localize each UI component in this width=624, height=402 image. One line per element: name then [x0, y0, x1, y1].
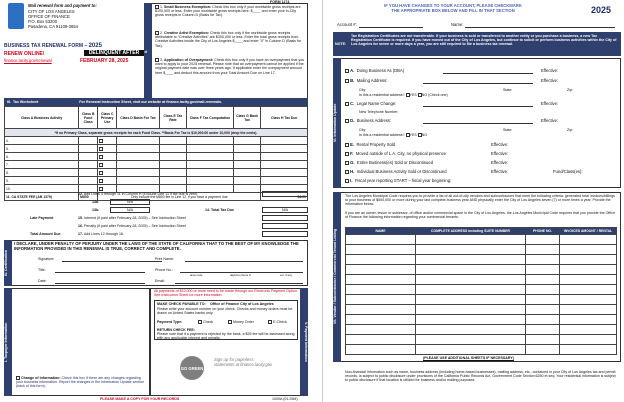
exemptions-band: II. — [144, 3, 152, 100]
primary-use-checkbox[interactable] — [99, 163, 103, 167]
line-15-amount[interactable] — [262, 215, 308, 221]
update-a-effective: Effective: — [541, 68, 559, 73]
primary-use-checkbox[interactable] — [99, 179, 103, 183]
update-e-checkbox[interactable] — [345, 143, 349, 147]
update-d-effective: Effective: — [541, 118, 559, 123]
mail-title: Mail renewal form and payment to: — [28, 3, 97, 8]
d-city-label: City: — [359, 128, 367, 132]
worksheet-header: III. Tax Worksheet For Renewal Instruction Sheet, visit our website at finance.lacity.gov/mail-renewals. — [4, 98, 308, 106]
right-page — [322, 0, 624, 402]
col-tax-rate: Class E Tax Rate — [159, 107, 187, 129]
update-h-fund-class: Fund/Class(es): — [553, 169, 583, 174]
update-b-checkbox[interactable] — [345, 79, 349, 83]
tax-worksheet-table — [4, 106, 308, 201]
update-f-checkbox[interactable] — [345, 152, 349, 156]
total-amount-label: Total Amount Due — [30, 232, 61, 236]
print-name-label: Print Name: — [155, 257, 174, 261]
line-13a-value: N/A — [110, 199, 150, 205]
exemption-1: 1. Small Business Exemption: Check this box only if your worldwide gross receipts are $100,000 or less. Enter your worldwide gross receipts here: $____ and enter your in-City gross receipts in Column D (Basis for Tax). — [155, 5, 301, 18]
legal-name-field[interactable] — [423, 106, 533, 107]
daytime-caption: daytime phone # — [230, 273, 251, 277]
line-13a: 13a. — [92, 200, 99, 204]
phone-label: Phone No.: — [155, 268, 173, 272]
line-17: 17. Add Lines 12 through 16. — [78, 232, 124, 236]
table-row[interactable] — [346, 245, 617, 255]
paperless-signup[interactable]: Sign up for paperless statements at finance.lacity.gov — [214, 357, 273, 367]
col-bank-tax: Class G Bank Tax — [233, 107, 261, 129]
account-label: Account #: — [337, 22, 357, 27]
b-residential: Is this a residential address? YES NO (Check one) — [359, 93, 448, 97]
primary-use-checkbox[interactable] — [99, 155, 103, 159]
update-h-effective: Effective: — [491, 169, 509, 174]
table-row[interactable] — [346, 255, 617, 265]
signature-field[interactable] — [62, 261, 162, 262]
update-item-f: F. Moved outside of L.A. City, no physical presence — [345, 151, 446, 156]
name-field[interactable] — [465, 27, 615, 28]
line-14: 14. Total Tax Due — [205, 208, 235, 212]
ext-caption: ext. if any — [280, 273, 292, 277]
city-seal-logo — [8, 3, 24, 29]
update-item-a: A. Doing Business As (DBA) — [345, 68, 404, 73]
mailing-address-field[interactable] — [423, 83, 533, 84]
line-13b: 13b. — [92, 208, 100, 212]
go-green-badge: GO GREEN — [180, 356, 204, 380]
update-g-effective: Effective: — [491, 160, 509, 165]
update-e-effective: Effective: — [491, 142, 509, 147]
vendor-col-name: NAME — [346, 228, 416, 235]
address-line-1: CITY OF LOS ANGELES — [28, 9, 75, 14]
line-14-value: N/A — [262, 207, 308, 213]
update-item-g: G. Entire Business(es) Sold or Discontinued — [345, 160, 433, 165]
payable-to: Office of Finance City of Los Angeles — [210, 302, 274, 306]
account-field[interactable] — [359, 27, 423, 28]
line-13b-value: N/A — [110, 207, 150, 213]
table-row[interactable]: 7. — [5, 161, 308, 169]
col-tax-computation: Class F Tax Computation — [187, 107, 234, 129]
address-line-2: OFFICE OF FINANCE — [28, 14, 70, 19]
payment-band: V. Payment Information — [300, 288, 308, 396]
exemption-3: 3. Application of Overpayment: Check this box only if you have an overpayment that you want to apply to your 2025 renewal. Please note that an overpayment cannot be applied if the original payment date was over three years ago. If applicable enter the overpayment amount here $____ and deduct this amount from your Total Amount Due on Line 17. — [155, 58, 305, 75]
d-state-label: State: — [503, 128, 513, 132]
email-field[interactable] — [175, 283, 303, 284]
table-row[interactable] — [346, 275, 617, 285]
copy-notice: PLEASE MAKE A COPY FOR YOUR RECORDS — [100, 397, 180, 401]
renew-online: RENEW ONLINE! — [4, 51, 45, 57]
table-row[interactable]: 10. — [5, 185, 308, 193]
col-primary-use: Class C Primary Use — [98, 107, 117, 129]
vendor-intro-2: If you are an owner, lessor or sublessor, of office and/or commercial space in the City of Los Angeles, the Los Angeles Municipal Code requires that you provide the Office of Finance the following information regarding your commercial tenants. — [345, 211, 615, 220]
col-fund-class: Class B Fund Class — [79, 107, 98, 129]
table-row[interactable] — [346, 335, 617, 345]
title-label: Title: — [38, 268, 46, 272]
info-update-band: VI. Information Update — [333, 58, 341, 188]
table-row[interactable] — [346, 305, 617, 315]
table-row[interactable] — [346, 235, 617, 245]
update-item-i: I. Fiscal year reporting START – fiscal year beginning: — [345, 178, 451, 183]
print-name-field[interactable] — [185, 261, 303, 262]
table-row[interactable] — [346, 345, 617, 355]
echeck-checkbox[interactable] — [268, 320, 272, 324]
form-code: 1000A (01.25M) — [272, 397, 298, 401]
form-number: FORM 1174 — [270, 0, 290, 4]
payment-type-label: Payment Type: — [157, 320, 183, 324]
update-a-checkbox[interactable] — [345, 69, 349, 73]
table-row[interactable] — [346, 315, 617, 325]
line-12: 12. Add Lines 4 through 11 in Column H (Exclude Line 11 if tax due is zero) — [78, 192, 198, 196]
additional-sheets-note: (PLEASE USE ADDITIONAL SHEETS IF NECESSARY) — [423, 356, 514, 360]
change-of-info: Change of Information: Check this box if there are any changes regarding your business information. Report the changes in the Information Update section (back of this form). — [16, 376, 145, 389]
line-12-amount[interactable] — [262, 191, 308, 197]
state-fee-label: 11. CA STATE FEE (AB 1379) — [5, 193, 79, 201]
update-item-h: H. Individual Business Activity Sold or Discontinued — [345, 169, 447, 174]
vendor-table — [345, 227, 617, 355]
form-year: 2025 — [88, 43, 102, 49]
primary-use-checkbox[interactable] — [99, 147, 103, 151]
table-row[interactable]: 8. — [5, 169, 308, 177]
line-16-amount[interactable] — [262, 223, 308, 229]
table-row[interactable]: 5. — [5, 145, 308, 153]
b-state-label: State: — [503, 88, 513, 92]
update-item-b: B. Mailing Address: — [345, 78, 387, 83]
update-i-checkbox[interactable] — [345, 179, 349, 183]
table-row[interactable]: 6. — [5, 153, 308, 161]
col-basis-for-tax: Class D Basis For Tax — [117, 107, 159, 129]
returned-check-label: RETURN CHECK FEE: — [157, 328, 195, 332]
primary-use-checkbox[interactable] — [99, 187, 103, 191]
check-type-checkbox[interactable] — [198, 320, 202, 324]
phone-change-label: New Telephone Number: — [359, 110, 399, 114]
table-row[interactable] — [346, 295, 617, 305]
col-tax-due: Class H Tax Due — [261, 107, 308, 129]
line-17-amount[interactable] — [262, 231, 308, 237]
vendor-col-amount: INVOICED AMOUNT / RENTAL — [560, 228, 617, 235]
address-line-3: P.O. Box 53200 — [28, 19, 58, 24]
vendor-col-address: COMPLETE ADDRESS including SUITE NUMBER — [416, 228, 526, 235]
vendor-band: VII. Vendor / Subcontractor / Commercial Tenant Listing — [333, 192, 341, 362]
update-g-checkbox[interactable] — [345, 161, 349, 165]
area-code-caption: area code — [190, 273, 203, 277]
name-label: Name: — [451, 22, 464, 27]
primary-use-checkbox[interactable] — [99, 171, 103, 175]
payment-type-echeck: E-Check — [268, 320, 287, 324]
b-city-label: City: — [359, 88, 367, 92]
money-order-checkbox[interactable] — [228, 320, 232, 324]
update-c-checkbox[interactable] — [345, 102, 349, 106]
date-field[interactable] — [55, 283, 145, 284]
update-item-e: E. Rental Property Sold — [345, 142, 395, 147]
state-fee-note: Only include the M800 fee in Line 12, if you have a payment due — [98, 193, 261, 201]
b-zip-label: Zip: — [567, 88, 573, 92]
update-d-checkbox[interactable] — [345, 119, 349, 123]
title-field[interactable] — [55, 272, 145, 273]
d-residential: Is this a residential address? YES NO — [359, 133, 428, 137]
worksheet-subnote: *If no Primary Class, separate gross receipts for each Fund Class. **Basis For Tax is $10,000.00 under 10,000 (drop the cents). — [5, 129, 308, 137]
taxpayer-band: I. Taxpayer Information — [4, 288, 12, 396]
vendor-intro: The Los Angeles Municipal Code requires you to provide a list of all out-of-city vendors and subcontractors that meet the following criteria: generated total invoices/billings to your business of $500,000 or more during your last complete business year AND physically enter the City of Los Angeles seven (7) or more times a year. Provide the information below. — [345, 194, 615, 207]
line-16: 16. Penalty (if paid after February 28, 2025) – See Instruction Sheet — [78, 224, 186, 228]
business-address-field[interactable] — [423, 123, 533, 124]
payment-type-check: Check — [198, 320, 213, 324]
form-title-text: BUSINESS TAX RENEWAL FORM – — [4, 43, 88, 49]
public-records-note: Non-financial information such as name, business address (including home-based businesses), mailing address, etc., contained in your City of Los Angeles tax and permit records, is subject to public disclosure under provisions of the California Public Records Act, Government Code Section 6250 et seq. Your residential information is subject to public disclosure if that location is utilized for business and/or mailing purposes. — [345, 370, 616, 383]
renew-url[interactable]: finance.lacity.gov/renewal — [4, 58, 52, 63]
table-row[interactable] — [346, 325, 617, 335]
email-label: Email: — [155, 279, 165, 283]
signature-label: Signature: — [38, 257, 55, 261]
certification-band: IV. Certification — [4, 240, 12, 286]
table-row[interactable] — [346, 285, 617, 295]
check-note: Please write your account number on your check. Checks and money orders must be drawn on United States banks only. — [157, 307, 293, 316]
note-text: Tax Registration Certificates are not transferable. If your business is sold or transferred to another entity or you purchase a business, a new Tax Registration Certificate is required. If you have moved out of the City of Los Angeles, but continue to solicit or perform business activities within the City of Los Angeles for seven or more days a year, you are still required to file a business tax renewal. — [351, 34, 617, 47]
vendor-col-phone: PHONE NO. — [526, 228, 560, 235]
state-fee-amount: $4.00 — [261, 193, 308, 201]
make-check-label: MAKE CHECK PAYABLE TO: — [157, 302, 206, 306]
table-row[interactable] — [346, 265, 617, 275]
right-year: 2025 — [591, 5, 612, 15]
delinquent-date: FEBRUARY 28, 2025 — [80, 58, 129, 64]
payment-type-money-order: Money Order — [228, 320, 254, 324]
table-row[interactable]: 4. — [5, 137, 308, 145]
update-h-checkbox[interactable] — [345, 170, 349, 174]
update-b-effective: Effective: — [541, 78, 559, 83]
late-payment-label: Late Payment — [30, 216, 54, 220]
update-c-effective: Effective: — [541, 101, 559, 106]
returned-check-note: Please note that if a payment is rejected by the bank, a $25 fee will be assessed along with any applicable interest and penalty. — [157, 332, 295, 341]
address-line-4: Pasadena, CA 91109-3654 — [28, 24, 78, 29]
d-zip-label: Zip: — [567, 128, 573, 132]
update-item-d: D. Business Address: — [345, 118, 391, 123]
update-f-effective: Effective: — [491, 151, 509, 156]
delinquent-banner: DELINQUENT AFTER — [84, 50, 144, 56]
date-label: Date: — [38, 279, 47, 283]
state-fee-code: M800 — [79, 193, 98, 201]
form-title — [4, 43, 102, 49]
primary-use-checkbox[interactable] — [99, 139, 103, 143]
exemption-2: 2. Creative Artist Exemption: Check this box only if the worldwide gross receipts attributable to "Creative Activities" are $300,000 or less. Enter the total gross receipts from Creative Activities inside the City of Los Angeles $____ and enter "0" in Column D (Basis for Tax). — [155, 31, 302, 48]
note-label: NOTE: — [335, 42, 347, 46]
dba-field[interactable] — [443, 73, 533, 74]
col-business-activity: Class A Business Activity — [5, 107, 79, 129]
declaration: I DECLARE, UNDER PENALTY OF PERJURY UNDER THE LAWS OF THE STATE OF CALIFORNIA THAT TO THE BEST OF MY KNOWLEDGE THE INFORMATION PROVIDED IN THIS RENEWAL IS TRUE, CORRECT AND COMPLETE. — [14, 241, 299, 251]
table-row[interactable]: 9. — [5, 177, 308, 185]
payment-note: All payments of $10,000 or more need to be made through our Electronic Payment Option. See Instruction Sheet for more information. — [154, 289, 298, 298]
update-item-c: C. Legal Name Change: — [345, 101, 396, 106]
line-15: 15. Interest (if paid after February 28, 2025) – See Instruction Sheet — [78, 216, 186, 220]
checkmark-note: IF YOU HAVE CHANGES TO YOUR ACCOUNT, PLEASE CHECKMARK THE APPROPRIATE BOX BELOW AND FILL IN THAT SECTION — [384, 3, 522, 13]
